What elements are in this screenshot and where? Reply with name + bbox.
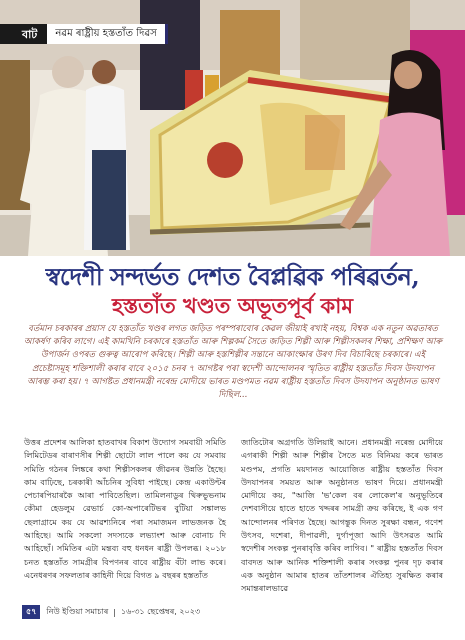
section-label: বাট bbox=[0, 24, 47, 44]
body-column-left: উত্তৰ প্ৰদেশৰ আলিকা হাতবাখৰ বিকাশ উদ্যোগ সমবায়ী সমিতি লিমিটেডৰ বাৰাণসীৰ শিল্পী ছোটো লাল পালে কয় যে সমবায় সমিতি গঠনৰ লিঙ্কৰে কথা শিল্পীসকলৰ জীৱনৰ উন্নতি হৈছে। কাম বাঢ়িছে, চৰকাৰী আঁচনিৰ সুবিধা পাইছে। কেন্দ্ৰ একাউন্টৰ পেচাৰপিয়াৰকৈ আৰা পাবিতেছিল। তামিলনাডুৰ থিৰুভুভনাম কৌমা হেডলুম ৱেভাৰ্চ কো-অপাৰেটিভৰ বুটিয়া সঙ্কালভ ছেলাগ্ৰামে কয় যে আৱশ্যনিৰে পৰা সমাজমন লাভজনক হৈ আহিছে। আমি সকলো সদস্যকে লভ্যাংশ আৰু বোনাচ দি আহিছোঁ। সমিতিৰ এটা মন্তব্য বহু ধনধন ৰাষ্ট্ৰী উপলব্ধ। ২০১৮ চনত হস্ততাঁত সামগ্ৰীৰ বিপণনৰ বাবে ৰাষ্ট্ৰীয় বঁটা লাভ কৰে। এনেধৰণৰ সফলতাৰ কাহিনী দিয়ে বিগত ৯ বছৰৰ হস্ততাঁত bbox=[24, 437, 226, 580]
issue-date: ১৬-৩১ ছেপ্তেম্বৰ, ২০২৩ bbox=[120, 606, 201, 616]
topic-label: নৱম ৰাষ্ট্ৰীয় হস্ততাঁত দিৱস bbox=[47, 24, 168, 44]
section-tag bbox=[0, 24, 168, 44]
footer-separator: | bbox=[113, 607, 116, 617]
headline-line-2: হস্ততাঁত খণ্ডত অভূতপূৰ্ব কাম bbox=[112, 293, 353, 318]
headline-line-1: স্বদেশী সন্দৰ্ভত দেশত বৈপ্লৱিক পৰিৱৰ্তন, bbox=[45, 262, 420, 291]
page-footer bbox=[0, 603, 465, 621]
lead-paragraph: বৰ্তমান চৰকাৰৰ প্ৰয়াস যে হস্ততাঁত খণ্ডৰ লগত জড়িত পৰম্পৰাবোৰ কেৱল জীয়াই ৰখাই নহয়, বিশ্বক এক নতুন অৱতাৰত আকৰ্ষণ কৰিব লাগে। এই কামখিনি চৰকাৰে হস্ততাঁত আৰু শিল্পকৰ্ম সৈতে জড়িত শিল্পী আৰু শিল্পীসকলৰ শিক্ষা, প্ৰশিক্ষণ আৰু উপাৰ্জন ওপৰত গুৰুত্ব আৰোপ কৰিছে। শিল্পী আৰু হস্তশিল্পীৰ সন্তানে আকাংক্ষাৰ উৰণ দিব বিচাৰিছে চৰকাৰে। এই প্ৰচেষ্টাসমূহ শক্তিশালী কৰাৰ বাবে ২০১৫ চনৰ ৭ আগষ্টৰ পৰা স্বদেশী আন্দোলনৰ স্মৃতিত ৰাষ্ট্ৰীয় হস্ততাঁত দিবস উদযাপন আৰম্ভ কৰা হয়। ৭ আগষ্টত প্ৰধানমন্ত্ৰী নৰেন্দ্ৰ মোদীয়ে ভাৰত মণ্ডপমত নৱম ৰাষ্ট্ৰীয় হস্ততাঁত দিবস উদযাপন অনুষ্ঠানত ভাষণ দিছিল... bbox=[24, 324, 442, 401]
article-headline bbox=[0, 262, 465, 320]
body-column-right: জাতিটোৰ অগ্ৰগতি উলিয়াই আনে। প্ৰধানমন্ত্ৰী নৰেন্দ্ৰ মোদীয়ে এগৰাকী শিল্পী আৰু শিল্পীৰ সৈতে মত বিনিময় কৰে ভাৰত মণ্ডপম, প্ৰগতি ময়দানত আয়োজিত ৰাষ্ট্ৰীয় হস্ততাঁত দিবস উদযাপনৰ সময়ত আৰু অনুষ্ঠানত ভাষণ দিয়ে। প্ৰধানমন্ত্ৰী মোদীয়ে কয়, "আজি 'ভ'কেল বৰ লোকেল'ৰ অনুভূতিৰে দেশবাসীয়ে হাতে হাতে খদ্দৰৰ সামগ্ৰী ক্ৰয় কৰিছে, ই এক গণ আন্দোলনৰ পৰিণত হৈছে। আগন্তুক দিনত সুৰক্ষা বন্ধন, গণেশ উৎসব, দশেৰা, দীপাৱলী, দুৰ্গাপূজা আদি উৎসৱত আমি স্বদেশীৰ সংকল্প পুনৰাবৃত্তি কৰিব লাগিব। " ৰাষ্ট্ৰীয় হস্ততাঁত দিবস বাবদত আৰু আনিক শক্তিশালী কৰাৰ সংকল্প পুনৰ দৃঢ় কৰাৰ এক অনুষ্ঠান আমাৰ হাতৰ তাঁতশালৰ ঐতিহ্য সুৰক্ষিত কৰাৰ সমান্তৰালভাৱে bbox=[241, 437, 443, 594]
page-number: ৫৭ bbox=[22, 605, 40, 619]
magazine-name: নিউ ইণ্ডিয়া সমাচাৰ bbox=[46, 606, 109, 616]
